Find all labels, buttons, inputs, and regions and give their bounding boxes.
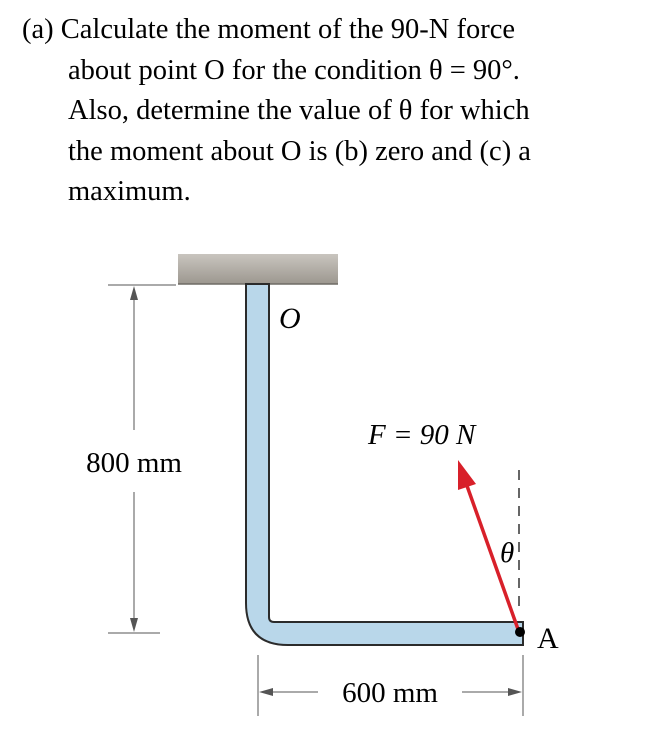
vertical-dim-arrow-down: [130, 618, 138, 632]
problem-line-5: maximum.: [68, 176, 191, 207]
point-a-label: A: [537, 622, 559, 655]
horizontal-dim-label: 600 mm: [342, 677, 438, 709]
problem-line-4: the moment about O is (b) zero and (c) a: [68, 135, 531, 167]
problem-line-2: about point O for the condition θ = 90°.: [68, 54, 520, 86]
force-arrowhead: [458, 460, 476, 490]
problem-line-1: (a) Calculate the moment of the 90-N force: [22, 14, 516, 45]
l-bracket: [246, 284, 523, 645]
horizontal-dim-arrow-left: [259, 688, 273, 696]
horizontal-dim-arrow-right: [508, 688, 522, 696]
wall-support: [178, 254, 338, 284]
vertical-dim-label: 800 mm: [86, 447, 182, 479]
point-a-marker: [515, 627, 525, 637]
force-label: F = 90 N: [368, 419, 476, 451]
vertical-dim-arrow-up: [130, 286, 138, 300]
theta-label: θ: [500, 537, 515, 569]
problem-line-3: Also, determine the value of θ for which: [68, 95, 530, 126]
point-o-label: O: [279, 302, 301, 335]
